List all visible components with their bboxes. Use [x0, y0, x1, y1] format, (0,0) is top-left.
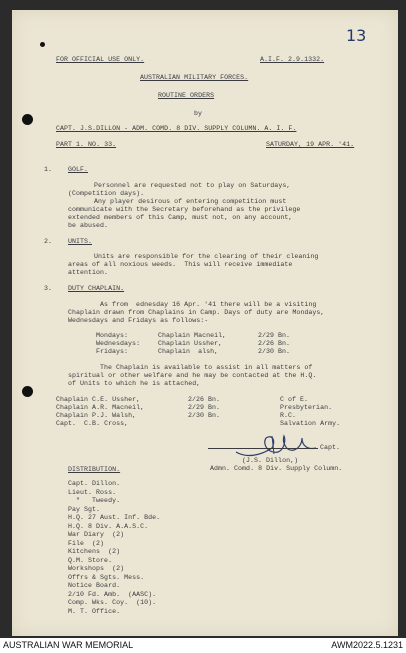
body-line: attention.	[68, 269, 109, 276]
body-line: Personnel are requested not to play on Saturdays,	[94, 182, 291, 189]
chaplain-name: Chaplain A.R. Macneil,	[56, 404, 145, 411]
section-heading: DUTY CHAPLAIN.	[68, 285, 125, 292]
duty-unit: 2/29 Bn.	[258, 332, 291, 339]
chaplain-name: Chaplain C.E. Ussher,	[56, 396, 141, 403]
archive-reference: AWM2022.5.1231	[331, 640, 403, 650]
body-line: extended members of this Camp, must not, on any account,	[68, 214, 293, 221]
distribution-item: Q.M. Store.	[68, 556, 113, 564]
punch-hole	[22, 386, 33, 397]
signatory-name: (J.S. Dillon,)	[242, 457, 299, 464]
distribution-item: H.Q. 27 Aust. Inf. Bde.	[68, 514, 161, 521]
issuer: CAPT. J.S.DILLON - ADM. COMD. 8 DIV. SUPPLY COLUMN. A. I. F.	[56, 125, 297, 132]
signature-rank: Capt.	[320, 444, 341, 451]
chaplain-denomination: Salvation Army.	[280, 420, 341, 427]
distribution-item: Notice Board.	[68, 582, 121, 589]
archive-footer	[0, 638, 406, 653]
chaplain-unit: 2/29 Bn.	[188, 404, 221, 411]
section-heading: GOLF.	[68, 166, 89, 173]
folio-number: 13	[346, 26, 367, 45]
document-ref: A.I.F. 2.9.1332.	[260, 56, 325, 63]
distribution-item: Offrs & Sgts. Mess.	[68, 573, 145, 581]
body-line: The Chaplain is available to assist in all matters of	[100, 364, 313, 371]
distribution-item: 2/10 Fd. Amb. (AASC).	[68, 590, 157, 598]
distribution-item: Pay Sgt.	[68, 505, 101, 513]
distribution-item: H.Q. 8 Div. A.A.S.C.	[68, 522, 149, 530]
chaplain-name: Capt. C.B. Cross,	[56, 420, 129, 427]
document-page	[12, 10, 398, 636]
chaplain-unit: 2/30 Bn.	[188, 412, 221, 419]
classification: FOR OFFICIAL USE ONLY.	[56, 56, 145, 63]
distribution-item: " Tweedy.	[68, 497, 121, 504]
chaplain-unit: 2/26 Bn.	[188, 396, 221, 403]
body-line: Wednesdays and Fridays as follows:-	[68, 317, 209, 324]
duty-day: Fridays:	[96, 348, 129, 355]
body-line: Any player desirous of entering competition must	[94, 198, 287, 205]
section-number: 2.	[44, 238, 53, 245]
body-line: Chaplain drawn from Chaplains in Camp. Days of duty are Mondays,	[68, 309, 325, 316]
body-line: As from ednesday 16 Apr. '41 there will be a visiting	[100, 301, 317, 308]
punch-hole	[22, 114, 33, 125]
distribution-item: File (2)	[68, 539, 105, 547]
chaplain-denomination: Presbyterian.	[280, 404, 333, 411]
section-number: 3.	[44, 285, 53, 292]
duty-unit: 2/26 Bn.	[258, 340, 291, 347]
distribution-item: Lieut. Ross.	[68, 488, 117, 496]
by-line: by	[194, 110, 203, 117]
duty-day: Wednesdays:	[96, 340, 141, 347]
distribution-item: Capt. Dillon.	[68, 480, 121, 487]
duty-unit: 2/30 Bn.	[258, 348, 291, 355]
chaplain-name: Chaplain P.J. Walsh,	[56, 412, 137, 419]
section-number: 1.	[44, 166, 53, 173]
duty-chaplain: Chaplain alsh,	[158, 348, 219, 355]
body-line: Units are responsible for the clearing of their cleaning	[94, 253, 319, 260]
document-title: AUSTRALIAN MILITARY FORCES.	[140, 74, 249, 81]
body-line: communicate with the Secretary beforehand as the privilege	[68, 206, 301, 213]
body-line: of Units to which he is attached,	[68, 380, 201, 387]
distribution-item: Workshops (2)	[68, 565, 125, 572]
chaplain-denomination: C of E.	[280, 396, 309, 403]
duty-chaplain: Chaplain Ussher,	[158, 340, 223, 347]
body-line: (Competition days).	[68, 190, 145, 197]
signatory-title: Admn. Comd. 8 Div. Supply Column.	[210, 465, 343, 472]
body-line: be abused.	[68, 222, 109, 229]
document-subtitle: ROUTINE ORDERS	[158, 92, 215, 99]
body-line: areas of all noxious weeds. This will receive immediate	[68, 261, 293, 268]
distribution-item: Comp. Wks. Coy. (10).	[68, 599, 157, 606]
duty-chaplain: Chaplain Macneil,	[158, 332, 227, 339]
distribution-item: War Diary (2)	[68, 531, 125, 538]
archive-name: AUSTRALIAN WAR MEMORIAL	[3, 640, 134, 650]
distribution-item: M. T. Office.	[68, 607, 121, 615]
body-line: spiritual or other welfare and he may be contacted at the H.Q.	[68, 372, 317, 379]
distribution-heading: DISTRIBUTION.	[68, 466, 121, 473]
order-date: SATURDAY, 19 APR. '41.	[266, 141, 355, 148]
part-number: PART 1. NO. 33.	[56, 141, 117, 148]
distribution-item: Kitchens (2)	[68, 548, 121, 555]
signature-line	[208, 448, 318, 449]
duty-day: Mondays:	[96, 332, 129, 339]
punch-mark	[40, 42, 45, 47]
chaplain-denomination: R.C.	[280, 412, 297, 419]
section-heading: UNITS.	[68, 238, 93, 245]
